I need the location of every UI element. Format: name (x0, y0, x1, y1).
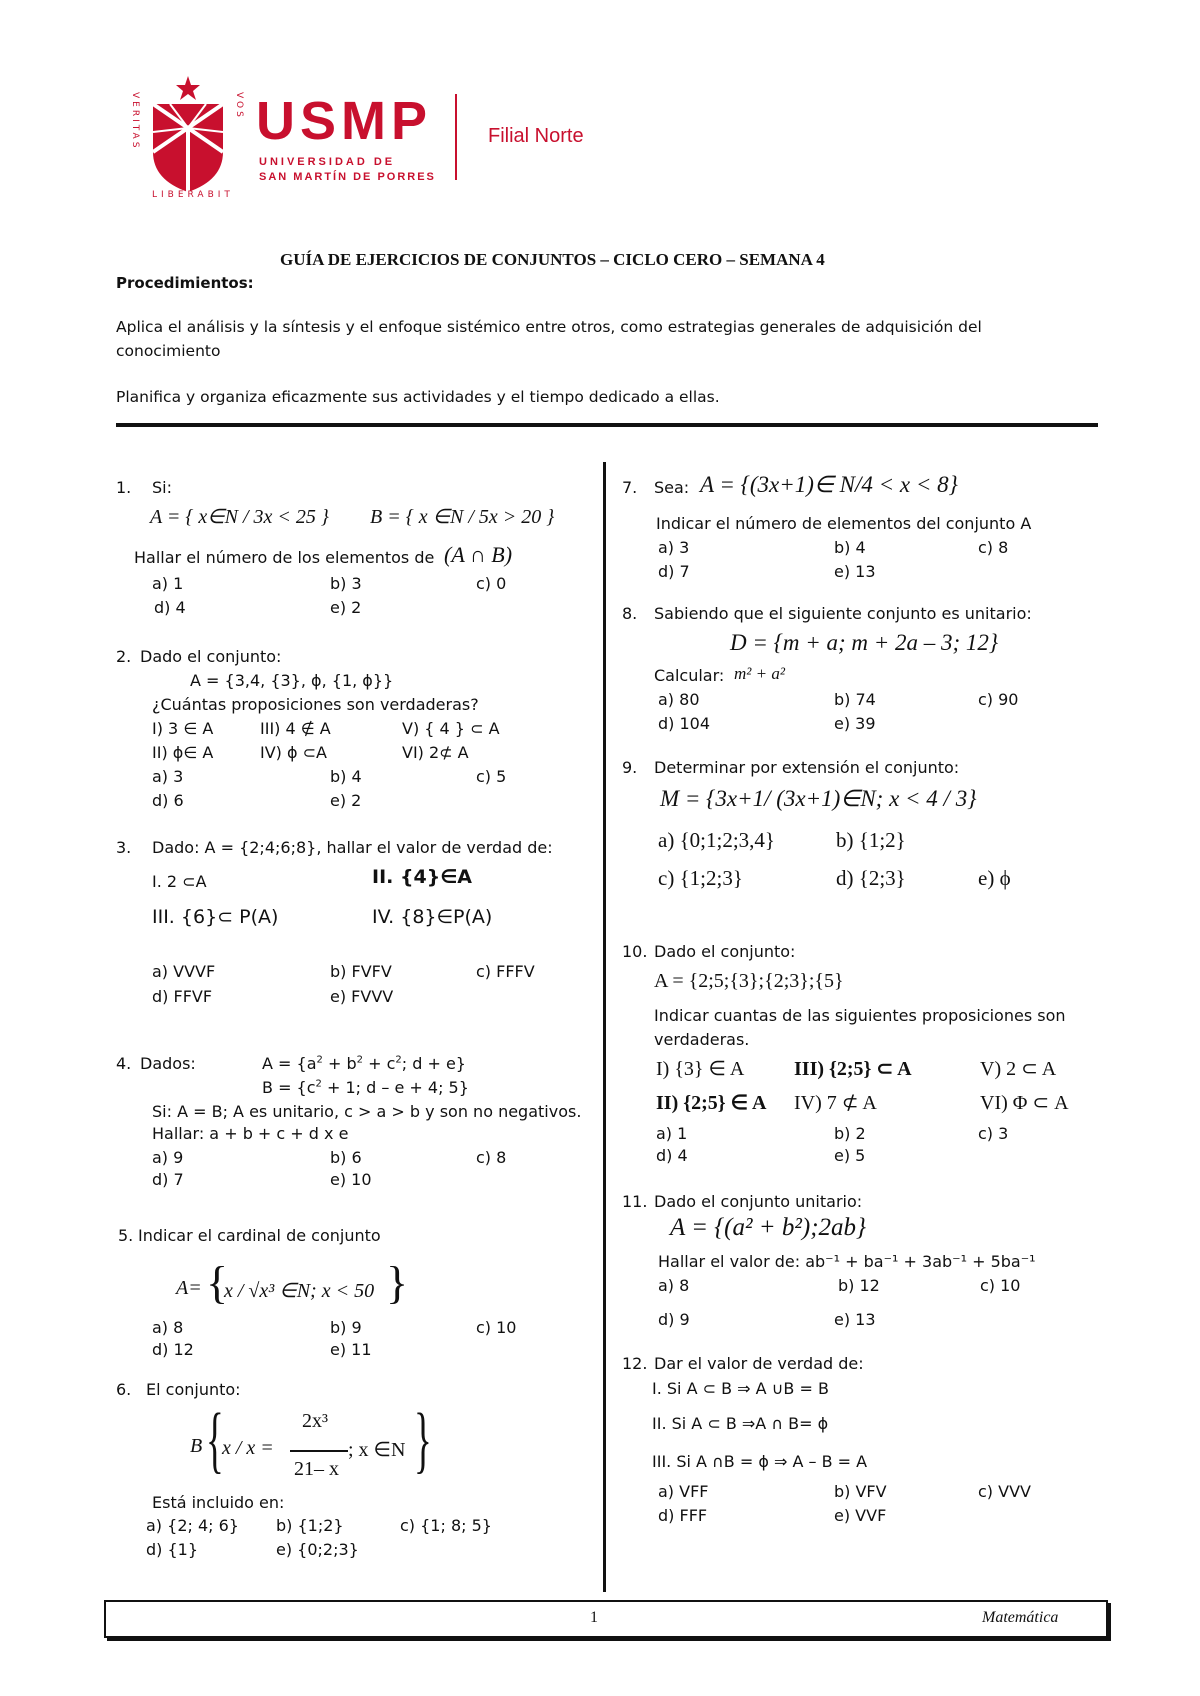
brace-open: { (206, 1399, 224, 1481)
option-d: d) 9 (658, 1310, 690, 1329)
prop-1: I) 3 ∈ A (152, 719, 214, 738)
option-b: b) 4 (330, 767, 362, 786)
set-b-pre: B = {c (262, 1078, 316, 1097)
q-intro: Dado el conjunto: (140, 647, 282, 666)
option-e: e) FVVV (330, 987, 394, 1006)
option-c: c) 90 (978, 690, 1019, 709)
prop-3: III. {6}⊂ P(A) (152, 906, 279, 928)
option-a: a) {0;1;2;3,4} (658, 828, 775, 852)
prop-4: IV. {8}∈P(A) (372, 906, 493, 928)
prop-6: VI) 2⊄ A (402, 743, 469, 762)
option-b: b) 3 (330, 574, 362, 593)
q-number: 6. (116, 1380, 132, 1399)
motto-right: VOS (234, 92, 244, 120)
option-a: a) VFF (658, 1482, 709, 1501)
option-b: b) 6 (330, 1148, 362, 1167)
set: D = {m + a; m + 2a – 3; 12} (730, 630, 999, 655)
option-a: a) 8 (658, 1276, 690, 1295)
fraction-bar (290, 1450, 348, 1452)
option-a: a) 8 (152, 1318, 184, 1337)
option-c: c) 0 (476, 574, 507, 593)
section-divider (116, 423, 1098, 427)
option-e: e) VVF (834, 1506, 887, 1525)
set-a-pre: A = {a (262, 1054, 317, 1073)
option-d: d) 7 (152, 1170, 184, 1189)
q-number: 7. (622, 478, 638, 497)
option-e: e) 10 (330, 1170, 372, 1189)
option-d: d) 7 (658, 562, 690, 581)
q-ask-2: verdaderas. (654, 1030, 750, 1049)
q-number: 2. (116, 647, 132, 666)
condition: Si: A = B; A es unitario, c > a > b y son no negativos. (152, 1102, 582, 1121)
set: A = {(3x+1)∈ N/4 < x < 8} (700, 472, 958, 497)
option-c: c) {1; 8; 5} (400, 1516, 492, 1535)
option-c: c) VVV (978, 1482, 1031, 1501)
prop-4: IV) 7 ⊄ A (794, 1092, 877, 1114)
page-title: GUÍA DE EJERCICIOS DE CONJUNTOS – CICLO CERO – SEMANA 4 (280, 250, 825, 269)
set: M = {3x+1/ (3x+1)∈N; x < 4 / 3} (660, 786, 977, 811)
exp: 2 (395, 1054, 402, 1066)
prop-5: V) { 4 } ⊂ A (402, 719, 500, 738)
option-c: c) 8 (978, 538, 1009, 557)
prop-2: II) ϕ∈ A (152, 743, 214, 762)
set-a-mid1: + b (322, 1054, 357, 1073)
page-number: 1 (590, 1609, 598, 1626)
motto-arc: LIBERABIT (152, 190, 234, 200)
set-b-post: + 1; d – e + 4; 5} (321, 1078, 469, 1097)
q-intro: Sabiendo que el siguiente conjunto es unitario: (654, 604, 1032, 623)
option-d: d) 4 (656, 1146, 688, 1165)
prop-2: II) {2;5} ∈ A (656, 1092, 767, 1114)
exp: 2 (315, 1078, 322, 1090)
set: A = {3,4, {3}, ϕ, {1, ϕ}} (190, 671, 394, 690)
set: A = {(a² + b²);2ab} (670, 1214, 867, 1241)
option-b: b) FVFV (330, 962, 392, 981)
option-c: c) 8 (476, 1148, 507, 1167)
option-c: c) {1;2;3} (658, 866, 743, 890)
option-d: d) 6 (152, 791, 184, 810)
proc-paragraph-1a: Aplica el análisis y la síntesis y el enfoque sistémico entre otros, como estrategias generales de adquisición del (116, 318, 982, 336)
footer-box (104, 1600, 1108, 1638)
q-ask: Hallar: a + b + c + d x e (152, 1124, 349, 1143)
option-b: b) 9 (330, 1318, 362, 1337)
option-b: b) 12 (838, 1276, 880, 1295)
option-a: a) 1 (656, 1124, 688, 1143)
prop-2: II. {4}∈A (372, 866, 472, 888)
brand-name: USMP (256, 91, 433, 151)
prop-2: II. Si A ⊂ B ⇒A ∩ B= ϕ (652, 1414, 829, 1433)
q-number: 8. (622, 604, 638, 623)
q-intro: Dado: A = {2;4;6;8}, hallar el valor de verdad de: (152, 838, 553, 857)
set-label: A= (176, 1277, 202, 1299)
option-a: a) 9 (152, 1148, 184, 1167)
expression: m² + a² (734, 664, 785, 683)
brace-close: } (414, 1399, 432, 1481)
set-a (262, 1054, 466, 1073)
q-number: 3. (116, 838, 132, 857)
proc-paragraph-2: Planifica y organiza eficazmente sus actividades y el tiempo dedicado a ellas. (116, 388, 720, 406)
option-b: b) VFV (834, 1482, 887, 1501)
option-c: c) 10 (476, 1318, 517, 1337)
set-b (262, 1078, 469, 1097)
option-e: e) 5 (834, 1146, 866, 1165)
set-a-post: ; d + e} (401, 1054, 466, 1073)
prop-3: III. Si A ∩B = ϕ ⇒ A – B = A (652, 1452, 868, 1471)
set-a-mid2: + c (363, 1054, 396, 1073)
option-b: b) 2 (834, 1124, 866, 1143)
q-intro: Dado el conjunto unitario: (654, 1192, 863, 1211)
prop-3: III) 4 ∉ A (260, 719, 331, 738)
prop-1: I. 2 ⊂A (152, 872, 207, 891)
option-a: a) 1 (152, 574, 184, 593)
brace-close: } (386, 1257, 409, 1308)
brace-open: { (206, 1257, 229, 1308)
set-a: A = { x∈N / 3x < 25 } (150, 506, 329, 528)
option-e: e) 13 (834, 1310, 876, 1329)
prop-1: I. Si A ⊂ B ⇒ A ∪B = B (652, 1379, 829, 1398)
option-d: d) FFVF (152, 987, 213, 1006)
option-a: a) 3 (658, 538, 690, 557)
q-intro: Determinar por extensión el conjunto: (654, 758, 960, 777)
q-number: 5. (118, 1226, 134, 1245)
q-number: 10. (622, 942, 648, 961)
q-intro: Indicar el cardinal de conjunto (138, 1226, 381, 1245)
logo-divider (455, 94, 457, 180)
prop-3: III) {2;5} ⊂ A (794, 1058, 912, 1080)
q-number: 9. (622, 758, 638, 777)
motto-left: VERITAS (130, 92, 140, 151)
option-d: d) 12 (152, 1340, 194, 1359)
set-lhs: B (190, 1435, 203, 1457)
set-tail: ; x ∈N (348, 1439, 406, 1461)
set-body: x / √x³ ∈N; x < 50 (224, 1280, 375, 1302)
q-number: 4. (116, 1054, 132, 1073)
q-number: 12. (622, 1354, 648, 1373)
set-mid: x / x = (222, 1437, 274, 1459)
option-b: b) 74 (834, 690, 876, 709)
brand-sub-1: UNIVERSIDAD DE (259, 156, 396, 168)
exp: 2 (316, 1054, 323, 1066)
q-ask: Está incluido en: (152, 1493, 285, 1512)
column-divider (603, 462, 606, 1592)
set: A = {2;5;{3};{2;3};{5} (654, 970, 844, 992)
option-e: e) 39 (834, 714, 876, 733)
proc-paragraph-1b: conocimiento (116, 342, 221, 360)
option-e: e) 2 (330, 791, 362, 810)
q-number: 11. (622, 1192, 648, 1211)
option-a: a) {2; 4; 6} (146, 1516, 239, 1535)
q-intro: Dados: (140, 1054, 196, 1073)
q-ask: Calcular: (654, 666, 725, 685)
option-b: b) {1;2} (836, 828, 906, 852)
brand-sub-2: SAN MARTÍN DE PORRES (259, 171, 436, 183)
option-e: e) 2 (330, 598, 362, 617)
operation: (A ∩ B) (444, 542, 513, 567)
q-ask: Indicar el número de elementos del conjunto A (656, 514, 1032, 533)
proc-heading: Procedimientos: (116, 274, 254, 292)
option-c: c) FFFV (476, 962, 535, 981)
q-ask: Hallar el valor de: ab⁻¹ + ba⁻¹ + 3ab⁻¹ + 5ba⁻¹ (658, 1252, 1036, 1271)
option-e: e) 13 (834, 562, 876, 581)
footer-subject: Matemática (982, 1609, 1059, 1626)
campus-name: Filial Norte (488, 125, 584, 147)
logo (128, 72, 608, 202)
q-ask-1: Indicar cuantas de las siguientes proposiciones son (654, 1006, 1066, 1025)
option-d: d) {1} (146, 1540, 199, 1559)
numerator: 2x³ (302, 1410, 328, 1432)
option-a: a) 80 (658, 690, 700, 709)
shield-logo-icon (128, 72, 248, 202)
q-intro: Sea: (654, 478, 690, 497)
option-e: e) ϕ (978, 866, 1011, 890)
prop-6: VI) Φ ⊂ A (980, 1092, 1069, 1114)
option-d: d) 104 (658, 714, 711, 733)
option-b: b) {1;2} (276, 1516, 344, 1535)
option-b: b) 4 (834, 538, 866, 557)
option-d: d) {2;3} (836, 866, 906, 890)
q-intro: El conjunto: (146, 1380, 241, 1399)
prop-1: I) {3} ∈ A (656, 1058, 745, 1080)
option-d: d) 4 (154, 598, 186, 617)
q-intro: Dar el valor de verdad de: (654, 1354, 864, 1373)
option-a: a) VVVF (152, 962, 216, 981)
option-e: e) {0;2;3} (276, 1540, 359, 1559)
q-ask: ¿Cuántas proposiciones son verdaderas? (152, 695, 479, 714)
q-intro: Si: (152, 478, 172, 497)
option-c: c) 5 (476, 767, 507, 786)
option-e: e) 11 (330, 1340, 372, 1359)
prop-4: IV) ϕ ⊂A (260, 743, 327, 762)
q-number: 1. (116, 478, 132, 497)
denominator: 21– x (294, 1458, 339, 1480)
option-a: a) 3 (152, 767, 184, 786)
option-c: c) 10 (980, 1276, 1021, 1295)
option-d: d) FFF (658, 1506, 708, 1525)
exp: 2 (356, 1054, 363, 1066)
prop-5: V) 2 ⊂ A (980, 1058, 1057, 1080)
set-b: B = { x ∈N / 5x > 20 } (370, 506, 555, 528)
q-ask: Hallar el número de los elementos de (134, 548, 435, 567)
option-c: c) 3 (978, 1124, 1009, 1143)
q-intro: Dado el conjunto: (654, 942, 796, 961)
